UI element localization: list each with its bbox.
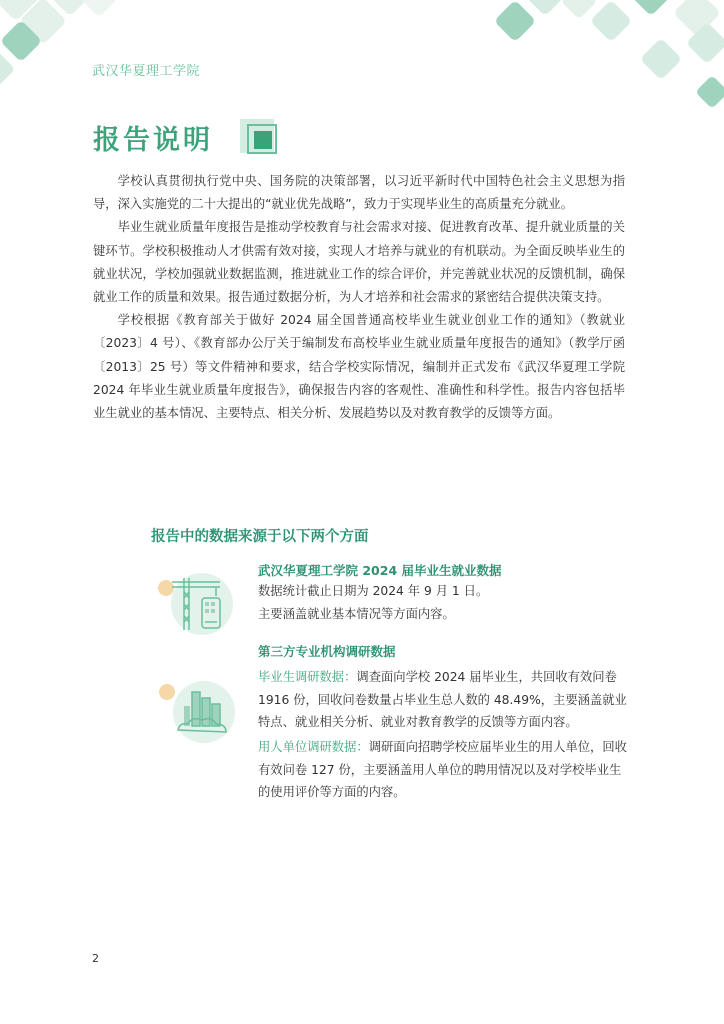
city-buildings-icon — [158, 678, 236, 748]
source-2-text — [258, 666, 628, 734]
paragraph-3: 学校根据《教育部关于做好 2024 届全国普通高校毕业生就业创业工作的通知》（教就业〔2023〕4 号）、《教育部办公厅关于编制发布高校毕业生就业质量年度报告的通知》（教学厅函〔2013〕25 号）等文件精神和要求，结合学校实际情况，编制并正式发布《武汉华夏理工学院 2024 年毕业生就业质量年度报告》，确保报告内容的客观性、准确性和科学性。报告内容包括毕业生就业的基本情况、主要特点、相关分析、发展趋势以及对教育教学的反馈等方面。 — [93, 313, 625, 421]
title-square-icon — [240, 119, 286, 159]
employer-survey-label: 用人单位调研数据： — [258, 740, 369, 754]
page-number: 2 — [92, 952, 99, 965]
construction-crane-icon — [158, 568, 236, 638]
graduate-survey-label: 毕业生调研数据： — [258, 670, 357, 684]
report-description — [93, 170, 625, 425]
sources-heading: 报告中的数据来源于以下两个方面 — [151, 529, 369, 545]
school-name: 武汉华夏理工学院 — [92, 64, 201, 79]
paragraph-1: 学校认真贯彻执行党中央、国务院的决策部署，以习近平新时代中国特色社会主义思想为指导，深入实施党的二十大提出的“就业优先战略”，致力于实现毕业生的高质量充分就业。 — [93, 174, 625, 212]
source-1-text — [258, 580, 628, 625]
graduate-survey-text: 调查面向学校 2024 届毕业生，共回收有效问卷 1916 份，回收问卷数量占毕业生总人数的 48.49%，主要涵盖就业特点、就业相关分析、就业对教育教学的反馈等方面内容。 — [258, 670, 627, 730]
employer-survey-text: 调研面向招聘学校应届毕业生的用人单位，回收有效问卷 127 份，主要涵盖用人单位的聘用情况以及对学校毕业生的使用评价等方面的内容。 — [258, 740, 627, 800]
page-title: 报告说明 — [93, 125, 213, 156]
source-1-line-1: 数据统计截止日期为 2024 年 9 月 1 日。 — [258, 584, 489, 598]
employer-survey-paragraph — [258, 736, 628, 804]
paragraph-2: 毕业生就业质量年度报告是推动学校教育与社会需求对接、促进教育改革、提升就业质量的关键环节。学校积极推动人才供需有效对接，实现人才培养与就业的有机联动。为全面反映毕业生的就业状况，学校加强就业数据监测，推进就业工作的综合评价，并完善就业状况的反馈机制，确保就业工作的质量和效果。报告通过数据分析，为人才培养和社会需求的紧密结合提供决策支持。 — [93, 220, 625, 305]
source-1-title: 武汉华夏理工学院 2024 届毕业生就业数据 — [258, 563, 502, 578]
source-3-text — [258, 736, 628, 804]
source-2-title: 第三方专业机构调研数据 — [258, 644, 396, 659]
graduate-survey-paragraph — [258, 666, 628, 734]
source-1-line-2: 主要涵盖就业基本情况等方面内容。 — [258, 606, 455, 621]
